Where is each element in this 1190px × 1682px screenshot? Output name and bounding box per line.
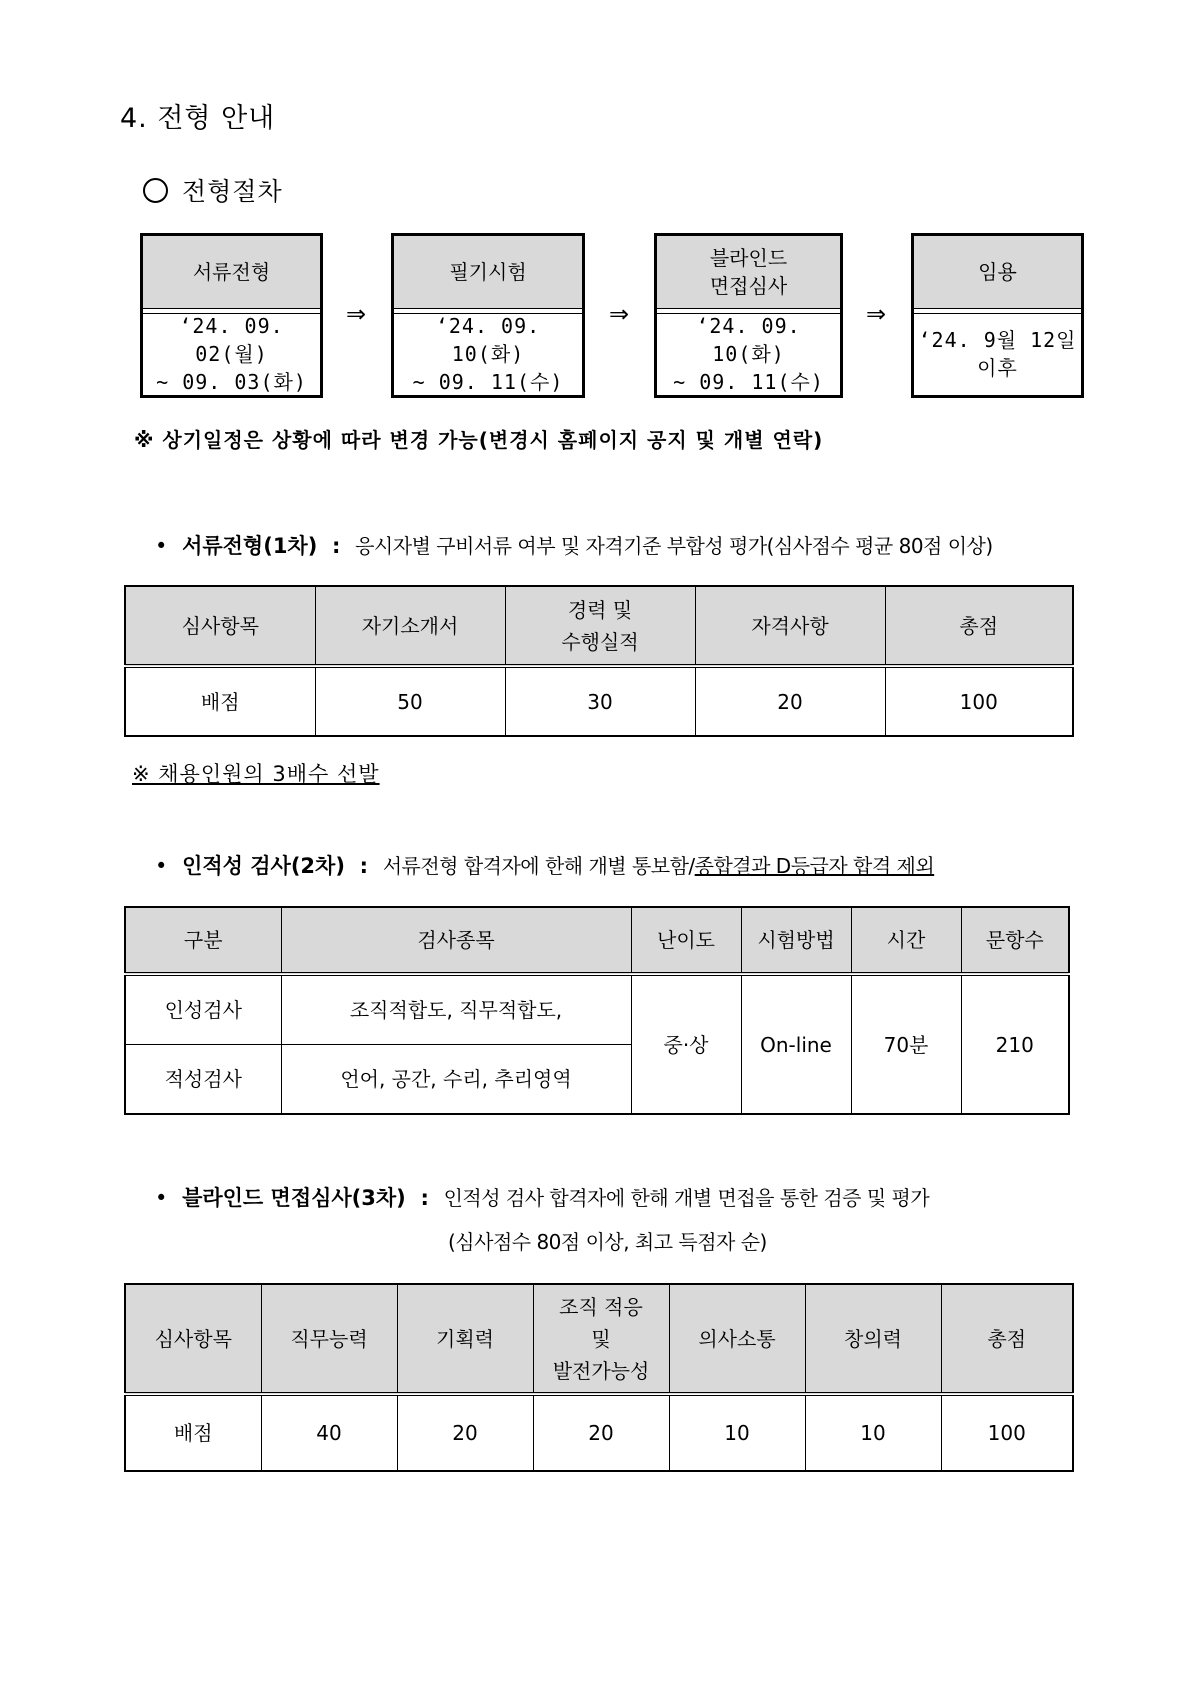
stage3-description-note: (심사점수 80점 이상, 최고 득점자 순) [448, 1230, 767, 1254]
table-header-row [125, 907, 1069, 974]
table-cell: 20 [397, 1394, 533, 1471]
table-cell: 인성검사 [125, 974, 281, 1044]
process-step-title: 블라인드 면접심사 [657, 236, 840, 309]
process-step-date: ‘24. 09. 10(화) ~ 09. 11(수) [673, 314, 824, 394]
subsection-title [143, 172, 283, 208]
table-header-row [125, 586, 1073, 666]
table-cell: 언어, 공간, 수리, 추리영역 [281, 1044, 631, 1114]
table-header-cell: 검사종목 [281, 907, 631, 974]
table-header-cell: 의사소통 [669, 1284, 805, 1394]
process-step-date: ‘24. 09. 02(월) ~ 09. 03(화) [156, 314, 307, 394]
stage3-bullet-line [155, 1182, 929, 1212]
table-header-cell: 직무능력 [261, 1284, 397, 1394]
process-step-appointment [911, 233, 1084, 398]
table-cell: 50 [315, 666, 505, 736]
arrow-right-icon: ⇒ [866, 300, 887, 328]
table-cell: 중·상 [631, 974, 741, 1114]
table-cell: 30 [505, 666, 695, 736]
table-header-cell: 기획력 [397, 1284, 533, 1394]
stage2-bullet-line [155, 850, 934, 880]
process-step-document [140, 233, 323, 398]
table-header-cell: 시간 [851, 907, 961, 974]
table-header-cell: 심사항목 [125, 1284, 261, 1394]
table-header-cell: 경력 및 수행실적 [505, 586, 695, 666]
table-cell: 배점 [125, 1394, 261, 1471]
stage1-colon: : [332, 534, 341, 558]
table-row [125, 974, 1069, 1044]
process-step-interview [654, 233, 843, 398]
table-cell: 40 [261, 1394, 397, 1471]
table-cell: 배점 [125, 666, 315, 736]
stage1-bullet-line [155, 530, 993, 560]
arrow-right-icon: ⇒ [346, 300, 367, 328]
table-cell: 20 [533, 1394, 669, 1471]
process-step-title: 임용 [914, 236, 1081, 309]
process-step-title: 서류전형 [143, 236, 320, 309]
arrow-right-icon: ⇒ [609, 300, 630, 328]
stage1-label: 서류전형(1차) [182, 534, 318, 558]
schedule-note: ※ 상기일정은 상황에 따라 변경 가능(변경시 홈페이지 공지 및 개별 연락) [134, 428, 824, 452]
table-header-row [125, 1284, 1073, 1394]
subsection-title-text: 전형절차 [182, 177, 283, 206]
circle-icon [143, 178, 168, 203]
table-header-cell: 심사항목 [125, 586, 315, 666]
stage2-description: 서류전형 합격자에 한해 개별 통보함/ [382, 854, 695, 878]
selection-note: ※ 채용인원의 3배수 선발 [132, 762, 380, 786]
table-row [125, 1394, 1073, 1471]
table-header-cell: 문항수 [961, 907, 1069, 974]
table-header-cell: 난이도 [631, 907, 741, 974]
stage3-label: 블라인드 면접심사(3차) [182, 1186, 406, 1210]
process-step-date: ‘24. 9월 12일 이후 [918, 328, 1077, 380]
stage1-score-table [124, 585, 1074, 737]
table-cell: 10 [805, 1394, 941, 1471]
table-header-cell: 자기소개서 [315, 586, 505, 666]
stage3-interview-table [124, 1283, 1074, 1472]
table-header-cell: 조직 적응 및 발전가능성 [533, 1284, 669, 1394]
table-cell: 적성검사 [125, 1044, 281, 1114]
process-step-written [391, 233, 585, 398]
table-cell: On-line [741, 974, 851, 1114]
table-cell: 20 [695, 666, 885, 736]
table-header-cell: 시험방법 [741, 907, 851, 974]
process-step-date: ‘24. 09. 10(화) ~ 09. 11(수) [412, 314, 564, 394]
table-header-cell: 창의력 [805, 1284, 941, 1394]
table-cell: 조직적합도, 직무적합도, [281, 974, 631, 1044]
section-title: 4. 전형 안내 [120, 103, 276, 134]
table-header-cell: 구분 [125, 907, 281, 974]
bullet-icon: • [155, 854, 168, 878]
process-step-title: 필기시험 [394, 236, 582, 309]
stage3-colon: : [420, 1186, 429, 1210]
stage3-description: 인적성 검사 합격자에 한해 개별 면접을 통한 검증 및 평가 [443, 1186, 930, 1210]
bullet-icon: • [155, 1186, 168, 1210]
table-cell: 100 [941, 1394, 1073, 1471]
stage2-label: 인적성 검사(2차) [182, 854, 345, 878]
table-header-cell: 자격사항 [695, 586, 885, 666]
table-header-cell: 총점 [885, 586, 1073, 666]
table-cell: 100 [885, 666, 1073, 736]
table-cell: 70분 [851, 974, 961, 1114]
table-row [125, 666, 1073, 736]
stage2-description-underline: 종합결과 D등급자 합격 제외 [694, 854, 935, 878]
table-header-cell: 총점 [941, 1284, 1073, 1394]
bullet-icon: • [155, 534, 168, 558]
stage2-colon: : [359, 854, 369, 878]
stage1-description: 응시자별 구비서류 여부 및 자격기준 부합성 평가(심사점수 평균 80점 이상) [355, 534, 993, 558]
stage2-test-table [124, 906, 1070, 1115]
table-cell: 10 [669, 1394, 805, 1471]
table-cell: 210 [961, 974, 1069, 1114]
